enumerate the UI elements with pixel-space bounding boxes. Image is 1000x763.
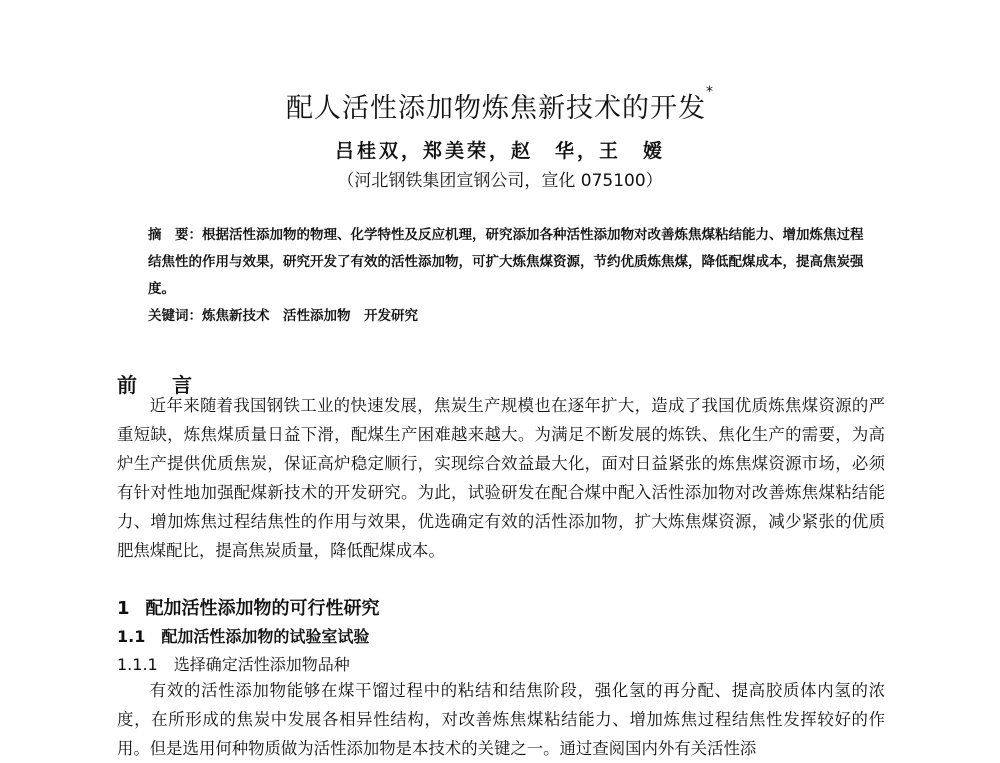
intro-paragraph: 近年来随着我国钢铁工业的快速发展，焦炭生产规模也在逐年扩大，造成了我国优质炼焦煤资源的严重短缺，炼焦煤质量日益下滑，配煤生产困难越来越大。为满足不断发展的炼铁、焦化生产的需要，为高炉生产提供优质焦炭，保证高炉稳定顺行，实现综合效益最大化，面对日益紧张的炼焦煤资源市场，必须有针对性地加强配煤新技术的开发研究。为此，试验研发在配合煤中配入活性添加物对改善炼焦煤粘结能力、增加炼焦过程结焦性的作用与效果，优选确定有效的活性添加物，扩大炼焦煤资源，减少紧张的优质肥焦煤配比，提高焦炭质量，降低配煤成本。 [117,396,885,560]
abstract-block [148,222,868,330]
section-1-1-1-title: 选择确定活性添加物品种 [173,655,350,674]
title-footnote-mark: * [706,84,714,100]
abstract-paragraph [148,222,868,303]
intro-body [117,391,885,565]
section-1-1-title: 配加活性添加物的试验室试验 [161,627,370,646]
author-list: 吕桂双，郑美荣，赵 华，王 嫒 [334,140,665,162]
section-1-title: 配加活性添加物的可行性研究 [145,598,380,619]
section-1-1-1-number: 1.1.1 [117,655,158,674]
section-1-heading [117,594,380,620]
keywords-text: 炼焦新技术 活性添加物 开发研究 [202,308,418,324]
affiliation: （河北钢铁集团宣钢公司，宣化 075100） [337,171,663,191]
abstract-text: 根据活性添加物的物理、化学特性及反应机理，研究添加各种活性添加物对改善炼焦煤粘结能力、增加炼焦过程结焦性的作用与效果，研究开发了有效的活性添加物，可扩大炼焦煤资源，节约优质炼焦煤，降低配煤成本，提高焦炭强度。 [148,227,864,297]
section-1-1-number: 1.1 [117,627,146,646]
abstract-label: 摘 要： [148,227,202,243]
keywords-label: 关键词： [148,308,202,324]
paper-title [0,86,1000,125]
section-1-1-1-heading [117,652,350,675]
intro-heading: 前 言 [117,373,206,397]
section-1-1-1-body [117,676,885,763]
section-1-1-1-paragraph: 有效的活性添加物能够在煤干馏过程中的粘结和结焦阶段，强化氢的再分配、提高胶质体内氢的浓度，在所形成的焦炭中发展各相异性结构，对改善炼焦煤粘结能力、增加炼焦过程结焦性发挥较好的作用。但是选用何种物质做为活性添加物是本技术的关键之一。通过查阅国内外有关活性添 [117,681,885,758]
paper-title-text: 配人活性添加物炼焦新技术的开发 [286,93,706,124]
keywords-line [148,303,868,330]
section-1-number: 1 [117,598,130,619]
section-1-1-heading [117,624,369,647]
